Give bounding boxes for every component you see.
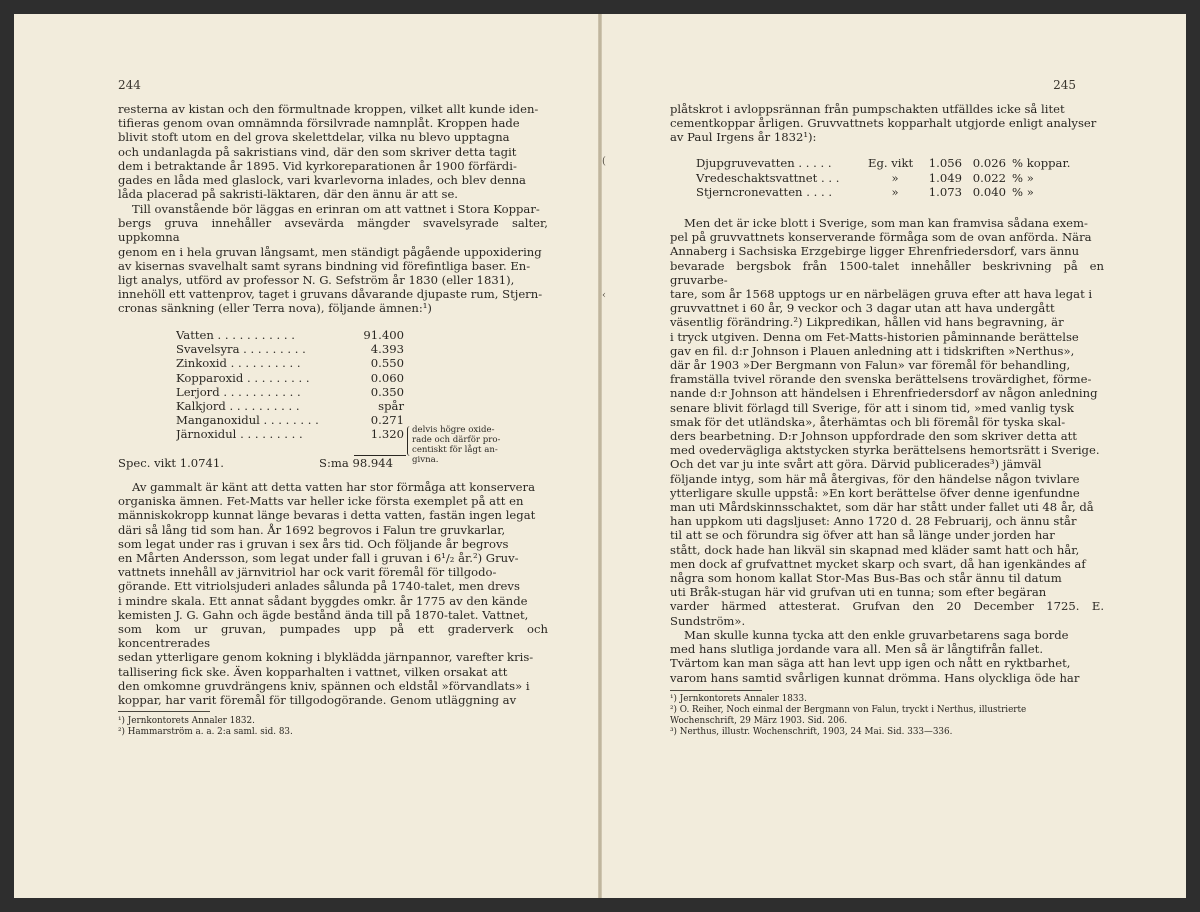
text-line: dem i betraktande år 1895. Vid kyrkoreparationen år 1900 förfärdi- xyxy=(118,158,517,173)
text-line: cronas sänkning (eller Terra nova), följande ämnen:¹) xyxy=(118,301,432,316)
substance-name: Vatten . . . . . . . . . . . xyxy=(176,328,295,342)
table-row xyxy=(176,413,404,427)
table-row xyxy=(176,399,404,413)
copper-percent: 0.026 xyxy=(972,156,1006,170)
copper-percent: 0.022 xyxy=(972,170,1006,185)
text-line: ligt analys, utförd av professor N. G. Sefström år 1830 (eller 1831), xyxy=(118,273,515,288)
text-line: blivit stoft utom en del grova skelettdelar, vilka nu blevo upptagna xyxy=(118,130,510,145)
text-line: man uti Mårdskinnsschaktet, som där har stått under fallet uti 48 år, då xyxy=(670,500,1094,515)
specific-gravity: Spec. vikt 1.0741. xyxy=(118,456,224,470)
text-line: Till ovanstående bör läggas en erinran om att vattnet i Stora Koppar- xyxy=(132,202,540,216)
text-line: med hans slutliga jordande vara all. Men så är långtifrån fallet. xyxy=(670,642,1044,657)
substance-name: Kopparoxid . . . . . . . . . xyxy=(176,370,310,385)
text-line: til att se och förundra sig öfver att han så länge under jorden har xyxy=(670,528,1055,543)
substance-name: Manganoxidul . . . . . . . . xyxy=(176,413,319,428)
footnote: ²) O. Reiher, Noch einmal der Bergmann von Falun, tryckt i Nerthus, illustrierte xyxy=(670,705,1027,715)
note-line: delvis högre oxide- xyxy=(412,425,495,435)
text-line: plåtskrot i avloppsrännan från pumpschakten utfälldes icke så litet xyxy=(670,102,1065,116)
gravity-label: » xyxy=(891,185,899,200)
right-page xyxy=(602,14,1186,898)
text-line: följande intyg, som här må återgivas, för den händelse någon tvivlare xyxy=(670,471,1080,486)
footnote: ¹) Jernkontorets Annaler 1833. xyxy=(670,694,807,704)
text-line: sedan ytterligare genom kokning i blyklädda järnpannor, varefter kris- xyxy=(118,650,534,665)
note-line: givna. xyxy=(412,455,439,465)
text-line: organiska ämnen. Fet-Matts var heller icke första exemplet på att en xyxy=(118,494,524,509)
substance-value: 91.400 xyxy=(363,328,404,342)
left-paragraph-1 xyxy=(118,102,548,201)
text-line: en Mårten Andersson, som legat under fall i gruvan i 6¹/₂ år.²) Gruv- xyxy=(118,551,519,566)
table-row xyxy=(696,185,1082,200)
text-line: koppar, har varit föremål för tillgodogörande. Genom utläggning av xyxy=(118,693,517,708)
copper-percent: 0.040 xyxy=(972,185,1006,200)
text-line: vattnets innehåll av järnvitriol har ock varit föremål för tillgodo- xyxy=(118,565,497,580)
substance-value: 4.393 xyxy=(370,342,404,357)
substance-name: Zinkoxid . . . . . . . . . . xyxy=(176,356,301,371)
left-paragraph-3 xyxy=(118,480,548,707)
substance-name: Kalkjord . . . . . . . . . . xyxy=(176,399,300,414)
footnote: ²) Hammarström a. a. 2:a saml. sid. 83. xyxy=(118,727,293,737)
text-line: varder härmed attesterat. Grufvan den 20 December 1725. E. Sundström». xyxy=(670,599,1104,628)
text-line: i mindre skala. Ett annat sådant byggdes omkr. år 1775 av den kände xyxy=(118,593,528,608)
right-paragraph-2 xyxy=(670,216,1104,628)
text-line: av kisernas svavelhalt samt syrans bindning vid förefintliga baser. En- xyxy=(118,258,531,273)
copper-table xyxy=(696,156,1082,200)
left-paragraph-2 xyxy=(118,202,548,316)
footnote-rule xyxy=(118,711,210,712)
substance-name: Svavelsyra . . . . . . . . . xyxy=(176,342,306,357)
substance-value: spår xyxy=(378,399,404,414)
right-paragraph-1 xyxy=(670,102,1104,145)
footnote: ¹) Jernkontorets Annaler 1832. xyxy=(118,716,255,726)
table-row xyxy=(176,328,404,342)
gravity-label: » xyxy=(891,170,899,185)
text-line: resterna av kistan och den förmultnade kroppen, vilket allt kunde iden- xyxy=(118,102,539,116)
text-line: gruvvattnet i 60 år, 9 veckor och 3 dagar utan att hava undergått xyxy=(670,301,1055,316)
text-line: Man skulle kunna tycka att den enkle gruvarbetarens saga borde xyxy=(684,628,1069,642)
text-line: av Paul Irgens år 1832¹): xyxy=(670,130,817,145)
text-line: där år 1903 »Der Bergmann von Falun» var föremål för behandling, xyxy=(670,358,1071,373)
text-line: tifieras genom ovan omnämnda försilvrade namnplåt. Kroppen hade xyxy=(118,116,520,131)
text-line: uti Bråk-stugan här vid grufvan uti en tunna; som efter begäran xyxy=(670,585,1047,600)
table-row xyxy=(696,171,1082,186)
text-line: varom hans samtid svårligen kunnat drömma. Hans olyckliga öde har xyxy=(670,670,1080,685)
gravity-value: 1.073 xyxy=(928,185,962,200)
text-line: innehöll ett vattenprov, taget i gruvans dåvarande djupaste rum, Stjern- xyxy=(118,287,543,302)
text-line: ders bearbetning. D:r Johnson uppfordrade den som skriver detta att xyxy=(670,429,1077,444)
water-name: Vredeschaktsvattnet . . . xyxy=(696,170,840,185)
text-line: men dock af grufvattnet mycket skarp och svart, då han igenkändes af xyxy=(670,556,1086,571)
substance-value: 0.271 xyxy=(370,413,404,428)
footnote: Wochenschrift, 29 März 1903. Sid. 206. xyxy=(670,716,848,726)
table-row xyxy=(176,371,404,385)
footnote-rule xyxy=(670,690,762,691)
analysis-table xyxy=(176,328,404,442)
text-line: nande d:r Johnson att händelsen i Ehrenfriedersdorf av någon anledning xyxy=(670,386,1098,401)
right-paragraph-3 xyxy=(670,628,1104,685)
text-line: med ovedervägliga aktstycken styrka berättelsens hemortsrätt i Sverige. xyxy=(670,443,1100,458)
gravity-label: Eg. vikt xyxy=(868,156,914,170)
left-footnotes xyxy=(118,716,293,738)
water-name: Djupgruvevatten . . . . . xyxy=(696,156,832,170)
water-name: Stjerncronevatten . . . . xyxy=(696,185,833,200)
text-line: ytterligare skulle uppstå: »En kort berättelse öfver denne igenfundne xyxy=(670,485,1080,500)
margin-mark: ‹ xyxy=(602,290,606,301)
substance-name: Lerjord . . . . . . . . . . . xyxy=(176,384,301,399)
gravity-value: 1.056 xyxy=(928,156,962,170)
page-number-right: 245 xyxy=(1053,78,1076,92)
table-row xyxy=(696,156,1082,171)
copper-unit: % » xyxy=(1012,170,1034,185)
table-row xyxy=(176,356,404,370)
copper-unit: % koppar. xyxy=(1012,156,1071,170)
text-line: människokropp kunnat länge bevaras i detta vatten, fastän ingen legat xyxy=(118,508,536,523)
text-line: han uppkom uti dagsljuset: Anno 1720 d. 28 Februarij, och ännu står xyxy=(670,514,1077,529)
page-number-left: 244 xyxy=(118,78,141,92)
left-page xyxy=(14,14,598,898)
text-line: görande. Ett vitriolsjuderi anlades sålunda på 1740-talet, men drevs xyxy=(118,579,520,594)
text-line: Av gammalt är känt att detta vatten har stor förmåga att konservera xyxy=(132,480,535,494)
copper-unit: % » xyxy=(1012,185,1034,200)
text-line: senare blivit förlagd till Sverige, för att i sinom tid, »med vanlig tysk xyxy=(670,400,1074,415)
text-line: genom en i hela gruvan långsamt, men ständigt pågående uppoxidering xyxy=(118,244,542,259)
text-line: kemisten J. G. Gahn och ägde bestånd ända till på 1870-talet. Vattnet, xyxy=(118,607,529,622)
text-line: och undanlagda på sakristians vind, där den som skriver detta tagit xyxy=(118,144,517,159)
text-line: i tryck utgiven. Denna om Fet-Matts-historien påminnande berättelse xyxy=(670,329,1079,344)
substance-value: 0.060 xyxy=(370,370,404,385)
table-row xyxy=(176,342,404,356)
text-line: tallisering fick ske. Även kopparhalten i vattnet, vilken orsakat att xyxy=(118,664,508,679)
text-line: den omkomne gruvdrängens kniv, spännen och eldstål »förvandlats» i xyxy=(118,678,530,693)
text-line: låda placerad på sakristi-läktaren, där den ännu är att se. xyxy=(118,187,458,202)
text-line: gades en låda med glaslock, vari kvarlevorna inlades, och blev denna xyxy=(118,173,526,188)
substance-name: Järnoxidul . . . . . . . . . xyxy=(176,427,303,442)
analysis-sum: S:ma 98.944 xyxy=(319,456,394,470)
text-line: Och det var ju inte svårt att göra. Därvid publicerades³) jämväl xyxy=(670,457,1042,472)
table-row xyxy=(176,385,404,399)
margin-mark: ( xyxy=(602,156,606,167)
text-line: Men det är icke blott i Sverige, som man kan framvisa sådana exem- xyxy=(684,216,1088,230)
text-line: däri så lång tid som han. År 1692 begrovos i Falun tre gruvkarlar, xyxy=(118,522,506,537)
text-line: några som honom kallat Stor-Mas Bus-Bas och står ännu til datum xyxy=(670,571,1062,586)
text-line: Annaberg i Sachsiska Erzgebirge ligger Ehrenfriedersdorf, vars ännu xyxy=(670,244,1080,259)
text-line: som legat under ras i gruvan i sex års tid. Och följande år begrovs xyxy=(118,536,509,551)
text-line: gav en fil. d:r Johnson i Plauen anledning att i tidskriften »Nerthus», xyxy=(670,343,1075,358)
gravity-value: 1.049 xyxy=(928,170,962,185)
note-line: centiskt för lågt an- xyxy=(412,445,498,455)
text-line: bevarade bergsbok från 1500-talet innehåller beskrivning på en gruvarbe- xyxy=(670,258,1104,287)
analysis-side-note xyxy=(412,425,502,465)
substance-value: 1.320 xyxy=(370,427,404,442)
right-footnotes xyxy=(670,694,1026,738)
substance-value: 0.350 xyxy=(370,384,404,399)
text-line: Tvärtom kan man säga att han levt upp igen och nått en ryktbarhet, xyxy=(670,656,1071,671)
text-line: cementkoppar årligen. Gruvvattnets kopparhalt utgjorde enligt analyser xyxy=(670,116,1097,131)
table-row xyxy=(176,427,404,441)
note-line: rade och därför pro- xyxy=(412,435,501,445)
text-line: pel på gruvvattnets konserverande förmåga som de ovan anförda. Nära xyxy=(670,230,1092,245)
text-line: som kom ur gruvan, pumpades upp på ett graderverk och koncentrerades xyxy=(118,622,548,651)
text-line: bergs gruva innehåller avsevärda mängder svavelsyrade salter, uppkomna xyxy=(118,216,548,245)
text-line: stått, dock hade han likväl sin skapnad med kläder samt hatt och hår, xyxy=(670,542,1080,557)
text-line: tare, som år 1568 upptogs ur en närbelägen gruva efter att hava legat i xyxy=(670,287,1093,302)
footnote: ³) Nerthus, illustr. Wochenschrift, 1903, 24 Mai. Sid. 333—336. xyxy=(670,727,953,737)
text-line: väsentlig förändring.²) Likpredikan, hållen vid hans begravning, är xyxy=(670,315,1064,330)
book-spread xyxy=(14,14,1186,898)
substance-value: 0.550 xyxy=(370,356,404,371)
text-line: framställa tvivel rörande den svenska berättelsens trovärdighet, förme- xyxy=(670,372,1092,387)
text-line: smak för det utländska», återhämtas och bli föremål för tyska skal- xyxy=(670,414,1066,429)
